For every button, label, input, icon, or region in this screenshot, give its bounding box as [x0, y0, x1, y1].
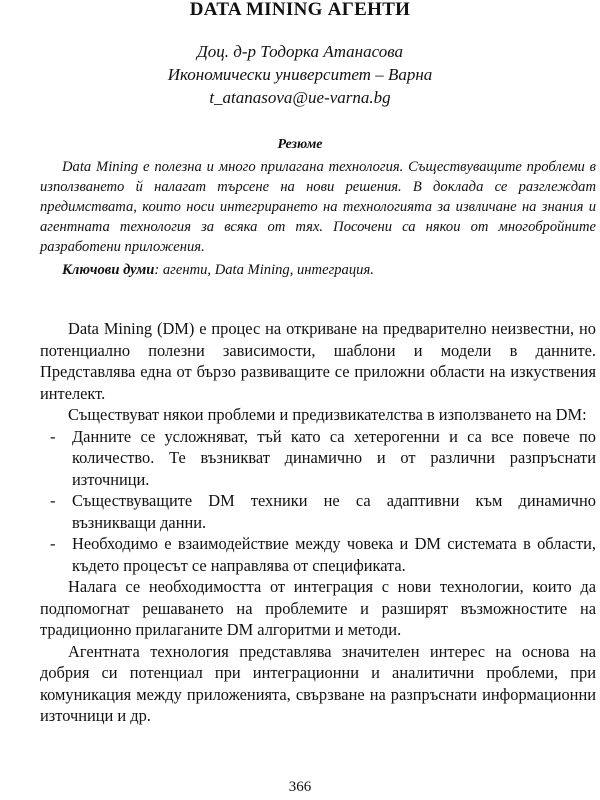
paper-title: DATA MINING АГЕНТИ [189, 0, 411, 20]
keywords-line [40, 260, 596, 280]
list-bullet: - [50, 491, 56, 510]
list-item-text: Необходимо е взаимодействие между човека и DM системата в области, където процесът се направлява от спецификата. [72, 534, 596, 575]
list-item-text: Съществуващите DM техники не са адаптивни към динамично възникващи данни. [72, 491, 596, 532]
body-paragraph-1: Data Mining (DM) е процес на откриване на предварително неизвестни, но потенциално полезни зависимости, шаблони и модели в данните. Представлява една от бързо развиващите се приложни области на изкуствения интелект. [40, 319, 596, 403]
body-paragraph-2: Съществуват някои проблеми и предизвикателства в използването на DM: [68, 405, 587, 424]
list-item [40, 490, 596, 533]
body-paragraph-3: Налага се необходимостта от интеграция с нови технологии, които да подпомогнат решаването на проблемите и разширят възможностите на традиционно прилаганите DM алгоритми и методи. [40, 577, 596, 639]
author-block [0, 40, 600, 109]
keywords-text: : агенти, Data Mining, интеграция. [154, 262, 374, 278]
body-paragraph-4: Агентната технология представлява значителен интерес на основа на добрия си потенциал при интеграционни и аналитични проблеми, при комуникация между приложенията, свързване на разпръснати информационни източници и др. [40, 641, 596, 725]
list-bullet: - [50, 426, 56, 446]
list-item [40, 533, 596, 576]
list-item-text: Данните се усложняват, тъй като са хетерогенни и са все повече по количество. Те възникват динамично и от различни разпръснати източници. [72, 426, 596, 489]
author-email: t_atanasova@ue-varna.bg [209, 88, 391, 107]
list-item [40, 426, 596, 491]
abstract-heading: Резюме [277, 137, 323, 152]
challenges-list [40, 426, 596, 577]
body-text [40, 318, 596, 727]
abstract-text: Data Mining е полезна и много прилагана технология. Съществуващите проблеми в използването й налагат търсене на нови решения. В доклада се разглеждат предимствата, които носи интегрирането на технологията за извличане на знания и агентната технология за всяка от тях. Посочени са някои от многобройните разработени приложения. [40, 159, 596, 255]
author-name: Доц. д-р Тодорка Атанасова [196, 42, 403, 61]
author-affiliation: Икономически университет – Варна [167, 65, 433, 84]
list-bullet: - [50, 534, 56, 553]
page-number: 366 [288, 779, 312, 795]
keywords-label: Ключови думи [62, 262, 155, 278]
